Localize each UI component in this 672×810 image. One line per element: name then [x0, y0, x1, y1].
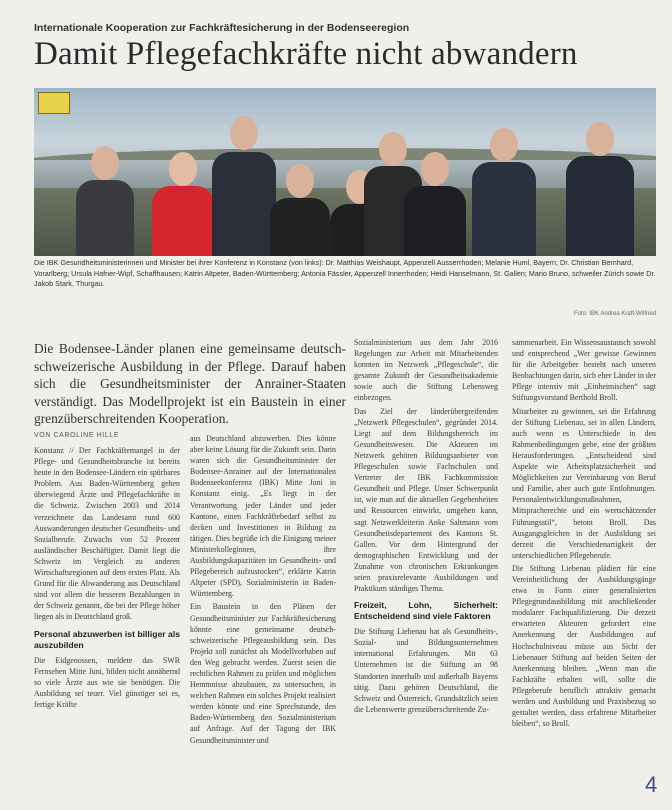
headline: Damit Pflegefachkräfte nicht abwandern	[34, 36, 578, 72]
byline: VON CAROLINE HILLE	[34, 432, 120, 439]
subheading: Personal abzuwerben ist billiger als auszubilden	[34, 628, 180, 650]
paragraph: sammenarbeit. Ein Wissensaustausch sowohl und entsprechend „Wer gewisse Gewinnen für die Arbeitgeber besteht nach unseren Beobachtungen darin, sich eher Länder in der Pflege intensiv mit „Einheimischen“ sagt Stiftungsvorstand Berthold Broll.	[512, 338, 656, 403]
person-figure	[472, 128, 536, 256]
person-figure	[212, 116, 276, 256]
person-figure	[566, 122, 634, 256]
person-figure	[270, 164, 330, 256]
page-number: 4	[645, 772, 658, 797]
group-photo	[34, 88, 656, 256]
paragraph: Die Stiftung Liebenau plädiert für eine Vereinheitlichung der Ausbildungsgänge etwa in Form einer generalisierten Pflegegrundausbildung mit anschließender modularer Fachqualifizierung. Die derzeit erwarteten Akteuren gefordert eine Anerkennung der Ausbildungen auf Hochschulniveau müsse aus Sicht der Liebenauer Stiftung auf beiden Seiten der Anerkennung bleiben. „Wenn man die Fachkräfte erhalten will, sollte die Pflegeberufe beruflich attraktiv gemacht werden und Ausbildung und Praxisbezug so gestaltet werden, dass erfahrene Mitarbeiter bleiben“, so Broll.	[512, 563, 656, 729]
paragraph: Das Ziel der länderübergreifenden „Netzwerk Pflegeschulen“, gegründet 2014. Liegt auf dem Bildungsbereich im Gesundheitswesen. Die Akteuren im Netzwerk gehören Bildungsanbieter von Pflegeschulen sowie Fachschulen und Vertreter der IBK Fachkommission Gesundheit und Pflege. Unser Schwerpunkt ist, wie man auf die aktuellen Gegebenheiten und Ressourcen einwirkt, umgehen kann, sagt Netzwerkleiterin Anke Saltmann vom Gesundheitsdepartement des Kantons St. Gallen. Vor dem Hintergrund der demographischen Entwicklung und der Zunahme von chronischen Erkrankungen seien praxisrelevante Ausbildungen und Praktikum ständiges Thema.	[354, 406, 498, 594]
lead-paragraph: Die Bodensee-Länder planen eine gemeinsame deutsch-schweizerische Ausbildung in der Pflege. Darauf haben sich die Gesundheitsminister der Anrainer-Staaten verständigt. Das Modellprojekt ist ein Baustein in einer grenzüberschreitenden Kooperation.	[34, 341, 346, 427]
photo-credit: Foto: IBK Andrea Kraft-Wilfried	[573, 311, 656, 317]
article-column-1	[34, 445, 180, 712]
paragraph: Sozialministerium aus dem Jahr 2016 Regelungen zur Arbeit mit Mitarbeitenden konnten im Netzwerk „Pflegeschule“, die gesamte Zukunft der Gesundheitsakademie sowie auch die Stiftung Lebensweg einbezogen.	[354, 338, 498, 403]
article-column-4	[512, 337, 656, 731]
person-figure	[404, 152, 466, 256]
paragraph: Die Eidgenossen, meldete das SWR Fernsehen Mitte Juni, bilden nicht annähernd so viele Ärzte aus wie sie benötigen. Die Ausbildung sei teuer. Viel günstiger sei es, fertige Kräfte	[34, 655, 180, 709]
photo-caption: Die IBK Gesundheitsministerinnen und Minister bei ihrer Konferenz in Konstanz (von links): Dr. Matthias Weishaupt, Appenzell Ausserrhoden; Melanie Huml, Bayern; Dr. Christian Bernhard, Vorarlberg; Ursula Hafner-Wipf, Schaffhausen; Katrin Altpeter, Baden-Württemberg; Antonia Fässler, Appenzell Innerrhoden; Heidi Hanselmann, St. Gallen; Mario Bruno, schweiler Zürich sowie Dr. Jakob Stark, Thurgau.	[34, 258, 656, 288]
paragraph: aus Deutschland abzuwerben. Dies könne aber keine Lösung für die Zukunft sein. Darin waren sich die Gesundheitsminister der Bodensee-Anrainer auf der Internationalen Bodenseekonferenz (IBK) Mitte Juni in Konstanz einig. „Es liegt in der Verantwortung jeder Länder und jeder Kantone, einen Fachkräftebedarf selbst zu decken und Investitionen in Bildung zu tätigen. Dies begrüße ich die Einigung meiner Ministerkolleginnen, ihre Ausbildungskapazitäten im Gesundheits- und Pflegebereich aufzustocken“, erklärte Katrin Altpeter (SPD), Sozialministerin in Baden-Württemberg.	[190, 434, 336, 599]
article-column-3	[354, 337, 498, 717]
article-column-2	[190, 433, 336, 748]
person-figure	[76, 146, 134, 256]
paragraph: Mitarbeiter zu gewinnen, sei die Erfahrung der Stiftung Liebenau, sei in allen Ländern, auch wenn es Unterschiede in den Rahmenbedingungen gebe, eine der größten Herausforderungen. „Entscheidend sind Aspekte wie Arbeitsplatzsicherheit und Möglichkeiten zur Vereinbarung von Beruf und Familie, aber auch gute Entlohnungen. Personalentwicklungsmaßnahmen, Mitspracherechte und ein wertschätzender Führungsstil“, betont Broll. Das Ausgangsgleichen in der Ausbildung sei derzeit die Verschiedenartigkeit der unterschiedlichen Pflegeberufe.	[512, 406, 656, 560]
paragraph: Ein Baustein in den Plänen der Gesundheitsminister zur Fachkräftesicherung könnte eine gemeinsame deutsch-schweizerische Pflegeausbildung sein. Das Projekt soll zunächst als Modellvorhaben auf den Weg gebracht werden. Zuerst seien die rechtlichen Rahmen zu prüfen und möglichen Hemmnisse abzubauen, zu untersuchen, in welchen Rahmen ein solches Projekt realisiert werden könnte und eine Sprechstunde, den Baden-Württemberg den Sozialministerium auf Anfrage. Auf der Tagung der IBK Gesundheitsminister und	[190, 602, 336, 745]
subheading: Freizeit, Lohn, Sicherheit: Entscheidend sind viele Faktoren	[354, 600, 498, 622]
paragraph: Die Stiftung Liebenau hat als Gesundheits-, Sozial- und Bildungsunternehmen international Erfahrungen. Mit 63 Unternehmen ist die Stiftung an 98 Standorten innerhalb und außerhalb Bayerns tätig. Dazu gehören Deutschland, die Schweiz und Österreich. Grundsätzlich seien die Lebenswerte grenzüberschreitende Zu-	[354, 627, 498, 714]
person-figure	[152, 152, 214, 256]
ibk-logo	[38, 92, 70, 114]
kicker: Internationale Kooperation zur Fachkräftesicherung in der Bodenseeregion	[34, 22, 410, 34]
paragraph: Konstanz // Der Fachkräftemangel in der Pflege- und Gesundheitsbranche ist bereits heute in den Bodensee-Ländern ein spürbares Problem. Aus Baden-Württemberg gehen überwiegend Ärzte und Pflegefachkräfte in die Schweiz. Zwischen 2003 und 2014 verzeichnete das Landesamt rund 600 Auswanderungen deutscher Gesundheits- und Sozialberufe. Zuwachs von 52 Prozent ausländischer Beschäftigter. Damit liegt die Schweiz im Vergleich zu anderen Wirtschaftsregionen auf dem ersten Platz. Als Grund für die Abwanderung aus Deutschland sind vor allem die besseren Bezahlungen in der Schweiz genannt, die bei der Pflege höher liegen als in Deutschland groß.	[34, 446, 180, 622]
